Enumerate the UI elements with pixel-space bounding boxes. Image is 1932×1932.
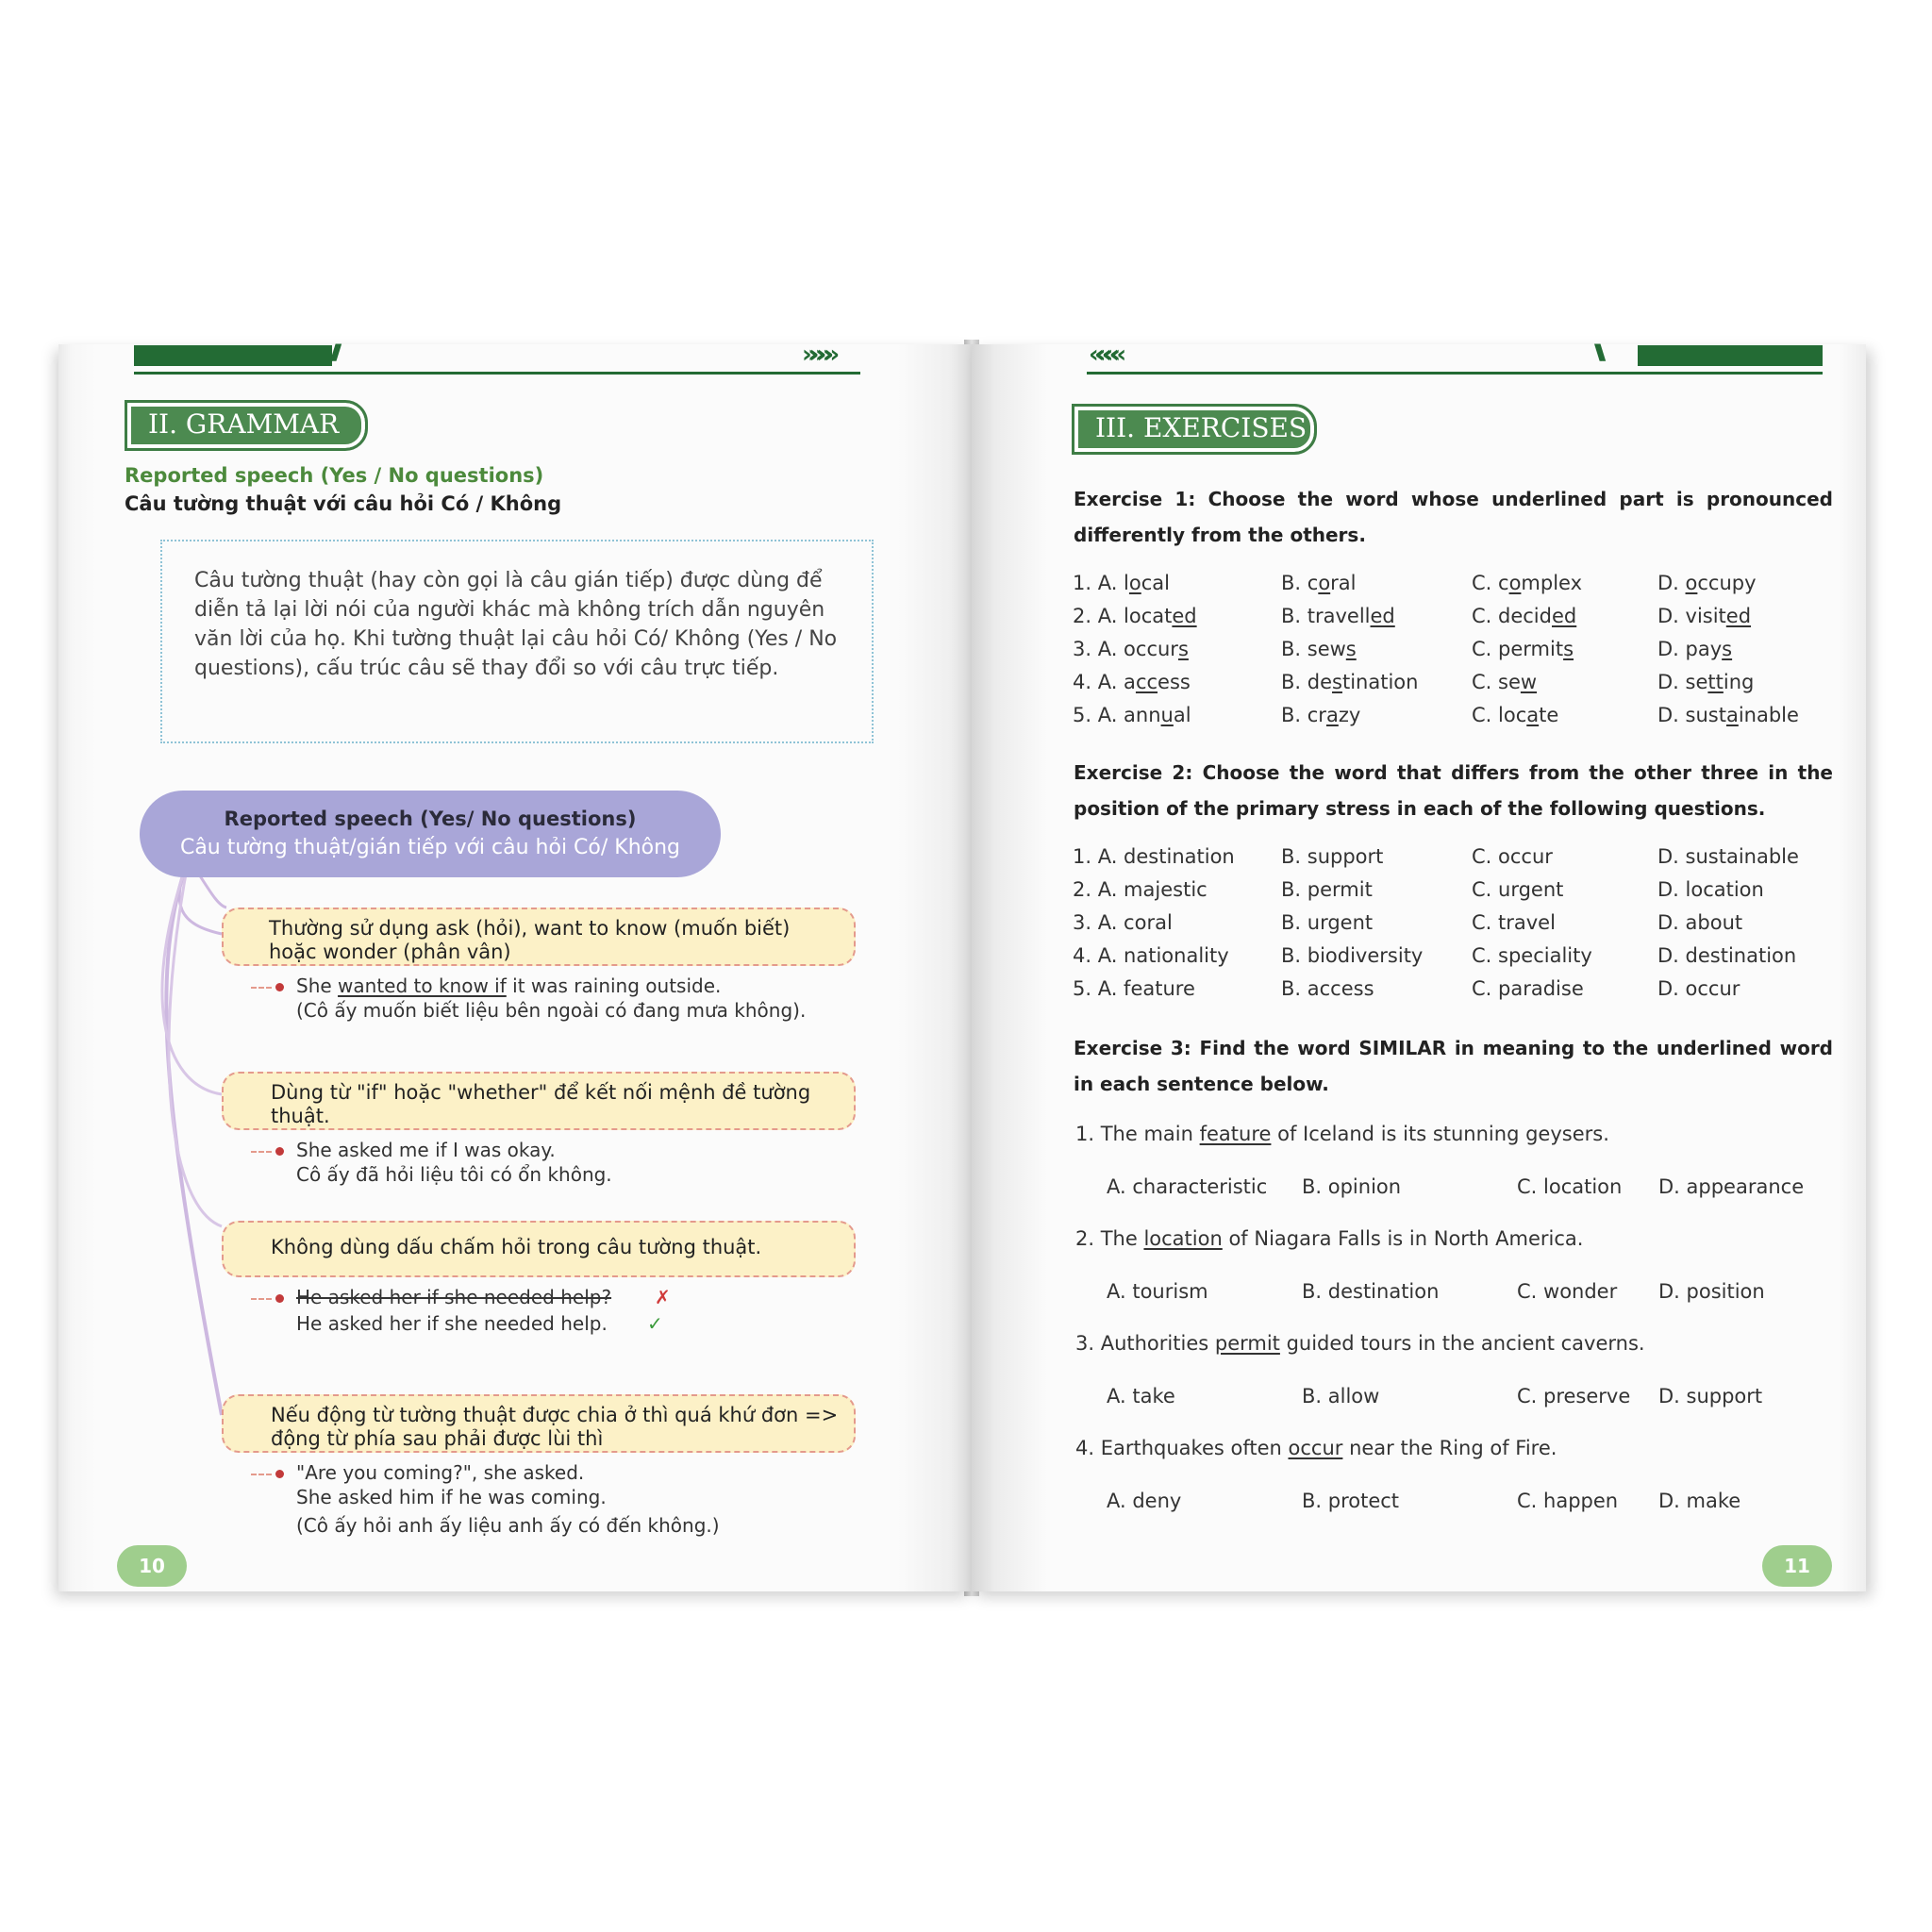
- rule-1-example: [296, 974, 721, 998]
- ex2-option: B. permit: [1281, 878, 1373, 901]
- ex1-option: C. sew: [1472, 671, 1538, 693]
- ex2-option: 2. A. majestic: [1073, 878, 1208, 901]
- rule-1-text: Thường sử dụng ask (hỏi), want to know (muốn biết) hoặc wonder (phân vân): [269, 917, 791, 963]
- ex1-option: D. occupy: [1657, 572, 1757, 594]
- rule-2-connector: [251, 1151, 272, 1153]
- left-page-number: 10: [117, 1545, 187, 1587]
- ex2-option: B. access: [1281, 977, 1374, 1000]
- exercises-section-title: [1072, 404, 1317, 455]
- rule-1-ex-pre: She: [296, 974, 339, 997]
- intro-box: [160, 540, 874, 743]
- ex2-option: D. about: [1657, 911, 1743, 934]
- ex1-option: 5. A. annual: [1073, 704, 1191, 726]
- ex2-option: C. occur: [1472, 845, 1553, 868]
- grammar-title-text: II. GRAMMAR: [148, 408, 340, 440]
- ex1-option: D. sustainable: [1657, 704, 1799, 726]
- right-header-arrows: ««««: [1089, 341, 1119, 369]
- ex3-option: B. protect: [1302, 1490, 1400, 1512]
- rule-4-example: "Are you coming?", she asked.: [296, 1461, 585, 1484]
- ex1-option: C. complex: [1472, 572, 1583, 594]
- ex2-option: 3. A. coral: [1073, 911, 1173, 934]
- left-header-bar: [134, 345, 332, 366]
- rule-2-text: Dùng từ "if" hoặc "whether" để kết nối mệnh đề tường thuật.: [271, 1081, 811, 1127]
- rule-1-ex-underlined: wanted to know if: [338, 974, 507, 997]
- ex1-option: C. permits: [1472, 638, 1574, 660]
- right-header-line: [1087, 372, 1823, 375]
- bubble-title: Reported speech (Yes/ No questions): [224, 808, 637, 830]
- ex3-option: D. position: [1658, 1280, 1765, 1303]
- ex1-option: 1. A. local: [1073, 572, 1171, 594]
- ex3-option: C. location: [1517, 1175, 1623, 1198]
- ex3-option: D. appearance: [1658, 1175, 1805, 1198]
- wrong-mark-icon: ✗: [655, 1286, 671, 1308]
- ex1-option: B. travelled: [1281, 605, 1395, 627]
- rule-note-2: [222, 1072, 856, 1130]
- ex1-option: D. visited: [1657, 605, 1752, 627]
- rule-note-4: [222, 1394, 856, 1453]
- rule-note-3: [222, 1221, 856, 1277]
- grammar-section-title: [125, 400, 368, 451]
- left-header-stripes: ///: [330, 341, 337, 365]
- intro-text: Câu tường thuật (hay còn gọi là câu gián tiếp) được dùng để diễn tả lại lời nói của người khác mà không trích dẫn nguyên văn lời của họ. Khi tường thuật lại câu hỏi Có/ Không (Yes / No questions), cấu trúc câu sẽ thay đổi so với câu trực tiếp.: [194, 569, 838, 680]
- ex2-option: 1. A. destination: [1073, 845, 1235, 868]
- rule-2-example: She asked me if I was okay.: [296, 1139, 556, 1161]
- ex2-option: C. paradise: [1472, 977, 1584, 1000]
- grammar-subtitle-vi: Câu tường thuật với câu hỏi Có / Không: [125, 492, 562, 515]
- ex2-option: B. biodiversity: [1281, 944, 1424, 967]
- ex1-option: B. coral: [1281, 572, 1357, 594]
- ex3-question: 3. Authorities permit guided tours in the ancient caverns.: [1075, 1332, 1645, 1355]
- ex3-option: A. characteristic: [1107, 1175, 1268, 1198]
- ex3-option: A. deny: [1107, 1490, 1182, 1512]
- exercise-1-heading: Exercise 1: Choose the word whose underlined part is pronounced differently from the others.: [1074, 488, 1833, 546]
- bubble-subtitle: Câu tường thuật/gián tiếp với câu hỏi Có/ Không: [179, 836, 681, 859]
- ex3-option: C. happen: [1517, 1490, 1619, 1512]
- ex2-option: B. urgent: [1281, 911, 1374, 934]
- rule-2-bullet: [275, 1147, 284, 1156]
- ex3-option: C. preserve: [1517, 1385, 1631, 1407]
- ex2-option: C. speciality: [1472, 944, 1592, 967]
- ex1-option: C. locate: [1472, 704, 1559, 726]
- rule-2-translation: Cô ấy đã hỏi liệu tôi có ổn không.: [296, 1163, 612, 1186]
- ex2-option: D. occur: [1657, 977, 1740, 1000]
- ex2-option: C. travel: [1472, 911, 1556, 934]
- rule-4-connector: [251, 1474, 272, 1475]
- ex2-option: D. location: [1657, 878, 1764, 901]
- rule-3-correct-example: He asked her if she needed help.: [296, 1312, 608, 1335]
- grammar-subtitle-en: Reported speech (Yes / No questions): [125, 464, 544, 487]
- rule-3-wrong-example: He asked her if she needed help?: [296, 1286, 612, 1308]
- ex1-option: B. crazy: [1281, 704, 1361, 726]
- ex2-option: B. support: [1281, 845, 1384, 868]
- rule-4-reported: She asked him if he was coming.: [296, 1486, 607, 1508]
- ex3-question: 4. Earthquakes often occur near the Ring of Fire.: [1075, 1437, 1557, 1459]
- right-header-stripes: \\\: [1594, 341, 1601, 365]
- right-page-number: 11: [1762, 1545, 1832, 1587]
- ex2-option: D. destination: [1657, 944, 1797, 967]
- ex3-option: A. take: [1107, 1385, 1175, 1407]
- reported-speech-bubble: [140, 791, 721, 877]
- rule-4-translation: (Cô ấy hỏi anh ấy liệu anh ấy có đến không.): [296, 1514, 720, 1537]
- ex2-option: 5. A. feature: [1073, 977, 1195, 1000]
- ex3-option: B. allow: [1302, 1385, 1380, 1407]
- ex3-option: B. opinion: [1302, 1175, 1402, 1198]
- rule-1-bullet: [275, 983, 284, 991]
- rule-note-1: [222, 908, 856, 966]
- rule-3-connector: [251, 1298, 272, 1300]
- ex1-option: B. destination: [1281, 671, 1419, 693]
- exercise-2-heading: Exercise 2: Choose the word that differs from the other three in the position of the primary stress in each of the following questions.: [1074, 761, 1833, 820]
- ex3-option: A. tourism: [1107, 1280, 1208, 1303]
- ex3-question: 1. The main feature of Iceland is its stunning geysers.: [1075, 1123, 1609, 1145]
- ex3-option: D. make: [1658, 1490, 1741, 1512]
- ex3-question: 2. The location of Niagara Falls is in North America.: [1075, 1227, 1584, 1250]
- ex1-option: B. sews: [1281, 638, 1357, 660]
- ex3-option: D. support: [1658, 1385, 1763, 1407]
- right-header-bar: [1638, 345, 1823, 366]
- ex1-option: 4. A. access: [1073, 671, 1191, 693]
- ex1-option: D. setting: [1657, 671, 1755, 693]
- rule-1-connector: [251, 987, 272, 989]
- ex2-option: C. urgent: [1472, 878, 1564, 901]
- ex1-option: 2. A. located: [1073, 605, 1197, 627]
- rule-1-translation: (Cô ấy muốn biết liệu bên ngoài có đang mưa không).: [296, 999, 807, 1022]
- rule-4-bullet: [275, 1470, 284, 1478]
- left-header-arrows: »»»»: [802, 341, 832, 369]
- rule-1-ex-post: it was raining outside.: [506, 974, 722, 997]
- ex1-option: C. decided: [1472, 605, 1577, 627]
- ex2-option: D. sustainable: [1657, 845, 1799, 868]
- rule-3-bullet: [275, 1294, 284, 1303]
- ex2-option: 4. A. nationality: [1073, 944, 1229, 967]
- rule-4-text: Nếu động từ tường thuật được chia ở thì quá khứ đơn => động từ phía sau phải được lùi thì: [271, 1404, 839, 1450]
- ex1-option: 3. A. occurs: [1073, 638, 1189, 660]
- ex1-option: D. pays: [1657, 638, 1733, 660]
- ex3-option: C. wonder: [1517, 1280, 1618, 1303]
- exercises-title-text: III. EXERCISES: [1095, 412, 1307, 443]
- ex3-option: B. destination: [1302, 1280, 1440, 1303]
- left-header-line: [134, 372, 860, 375]
- correct-mark-icon: ✓: [647, 1312, 663, 1335]
- rule-3-text: Không dùng dấu chấm hỏi trong câu tường thuật.: [271, 1236, 762, 1258]
- exercise-3-heading: Exercise 3: Find the word SIMILAR in meaning to the underlined word in each sentence below.: [1074, 1037, 1833, 1095]
